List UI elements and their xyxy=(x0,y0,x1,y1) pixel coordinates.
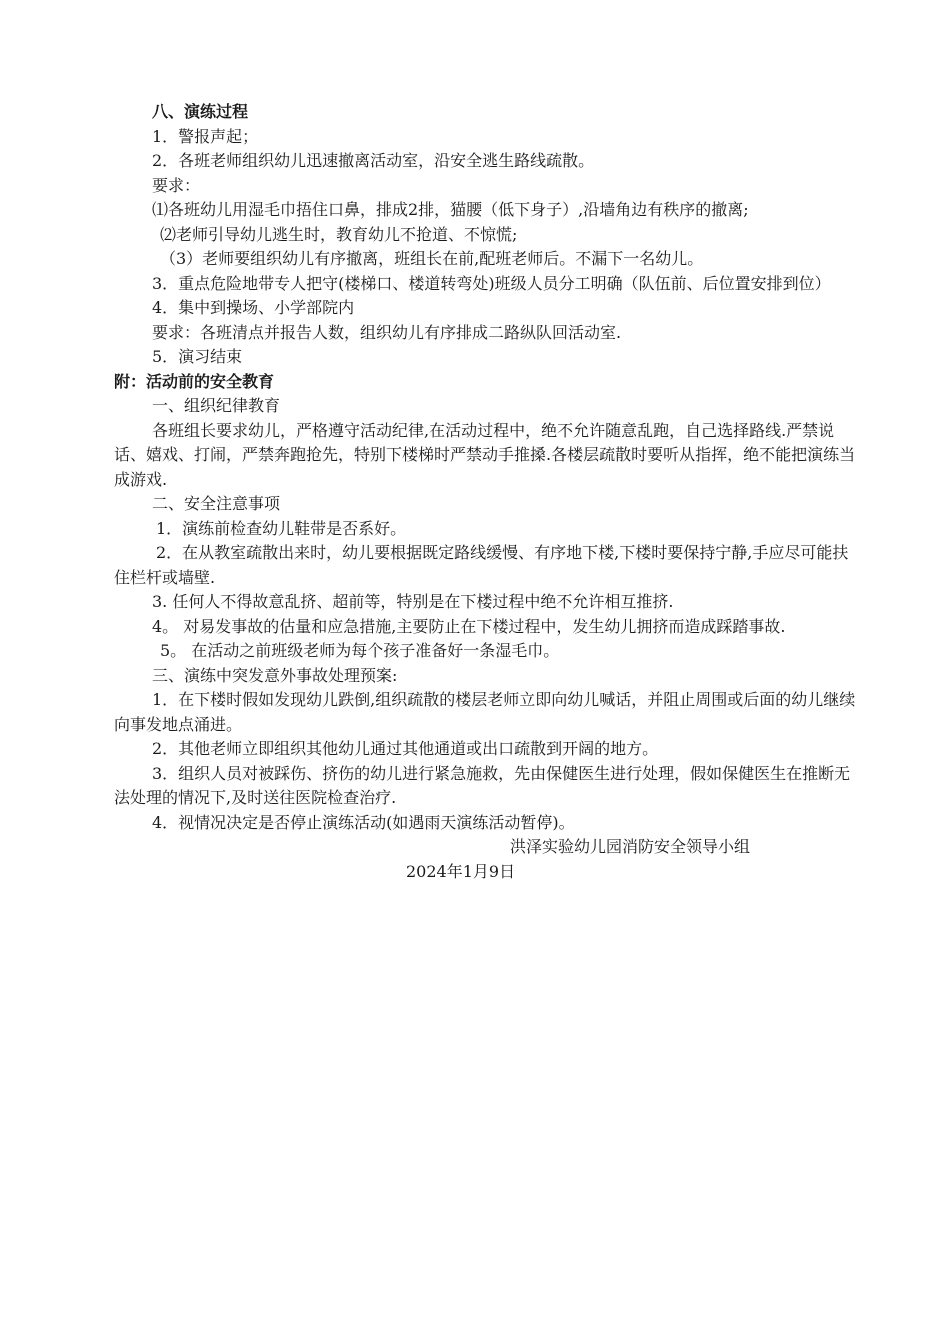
step-3: 3．重点危险地带专人把守(楼梯口、楼道转弯处)班级人员分工明确（队伍前、后位置安排到位） xyxy=(152,273,831,293)
appendix-3-item-1: 1．在下楼时假如发现幼儿跌倒,组织疏散的楼层老师立即向幼儿喊话，并阻止周围或后面的幼儿继续向事发地点涌进。 xyxy=(114,690,856,734)
section-8-title: 八、演练过程 xyxy=(152,102,249,121)
appendix-2-item-2: 2．在从教室疏散出来时，幼儿要根据既定路线缓慢、有序地下楼,下楼时要保持宁静,手应尽可能扶住栏杆或墙壁. xyxy=(114,543,849,587)
appendix-3-item-3: 3．组织人员对被踩伤、挤伤的幼儿进行紧急施救，先由保健医生进行处理，假如保健医生在推断无法处理的情况下,及时送往医院检查治疗. xyxy=(114,763,851,807)
requirement-2: ⑵老师引导幼儿逃生时，教育幼儿不抢道、不惊慌; xyxy=(160,224,518,244)
step-4-requirement: 要求：各班清点并报告人数，组织幼儿有序排成二路纵队回活动室. xyxy=(152,322,622,342)
appendix-2-item-4: 4。 对易发事故的估量和应急措施,主要防止在下楼过程中，发生幼儿拥挤而造成踩踏事故. xyxy=(152,616,786,636)
requirement-1: ⑴各班幼儿用湿毛巾捂住口鼻，排成2排，猫腰（低下身子）,沿墙角边有秩序的撤离; xyxy=(152,200,749,219)
appendix-2-item-1: 1．演练前检查幼儿鞋带是否系好。 xyxy=(156,518,407,538)
step-4: 4．集中到操场、小学部院内 xyxy=(152,298,355,317)
requirement-label: 要求： xyxy=(152,175,201,195)
document-page xyxy=(114,100,856,884)
appendix-3-item-4: 4．视情况决定是否停止演练活动(如遇雨天演练活动暂停)。 xyxy=(152,812,575,832)
appendix-1-title: 一、组织纪律教育 xyxy=(152,396,281,415)
signature: 洪泽实验幼儿园消防安全领导小组 xyxy=(510,837,751,856)
appendix-title: 附：活动前的安全教育 xyxy=(114,371,275,391)
appendix-2-item-5: 5。 在活动之前班级老师为每个孩子准备好一条湿毛巾。 xyxy=(160,641,560,660)
requirement-3: （3）老师要组织幼儿有序撤离，班组长在前,配班老师后。不漏下一名幼儿。 xyxy=(160,249,704,268)
appendix-2-item-3: 3. 任何人不得故意乱挤、超前等，特别是在下楼过程中绝不允许相互推挤. xyxy=(152,592,674,611)
step-1: 1．警报声起； xyxy=(152,126,259,146)
appendix-3-item-2: 2．其他老师立即组织其他幼儿通过其他通道或出口疏散到开阔的地方。 xyxy=(152,739,659,758)
step-2: 2．各班老师组织幼儿迅速撤离活动室，沿安全逃生路线疏散。 xyxy=(152,151,595,170)
step-5: 5．演习结束 xyxy=(152,347,243,366)
appendix-2-title: 二、安全注意事项 xyxy=(152,494,281,513)
document-date: 2024年1月9日 xyxy=(406,861,516,881)
appendix-3-title: 三、演练中突发意外事故处理预案: xyxy=(152,665,398,685)
appendix-1-text: 各班组长要求幼儿，严格遵守活动纪律,在活动过程中，绝不允许随意乱跑，自己选择路线.严禁说话、嬉戏、打闹，严禁奔跑抢先，特别下楼梯时严禁动手推搡.各楼层疏散时要听从指挥，绝不能把演练当成游戏. xyxy=(114,420,856,489)
